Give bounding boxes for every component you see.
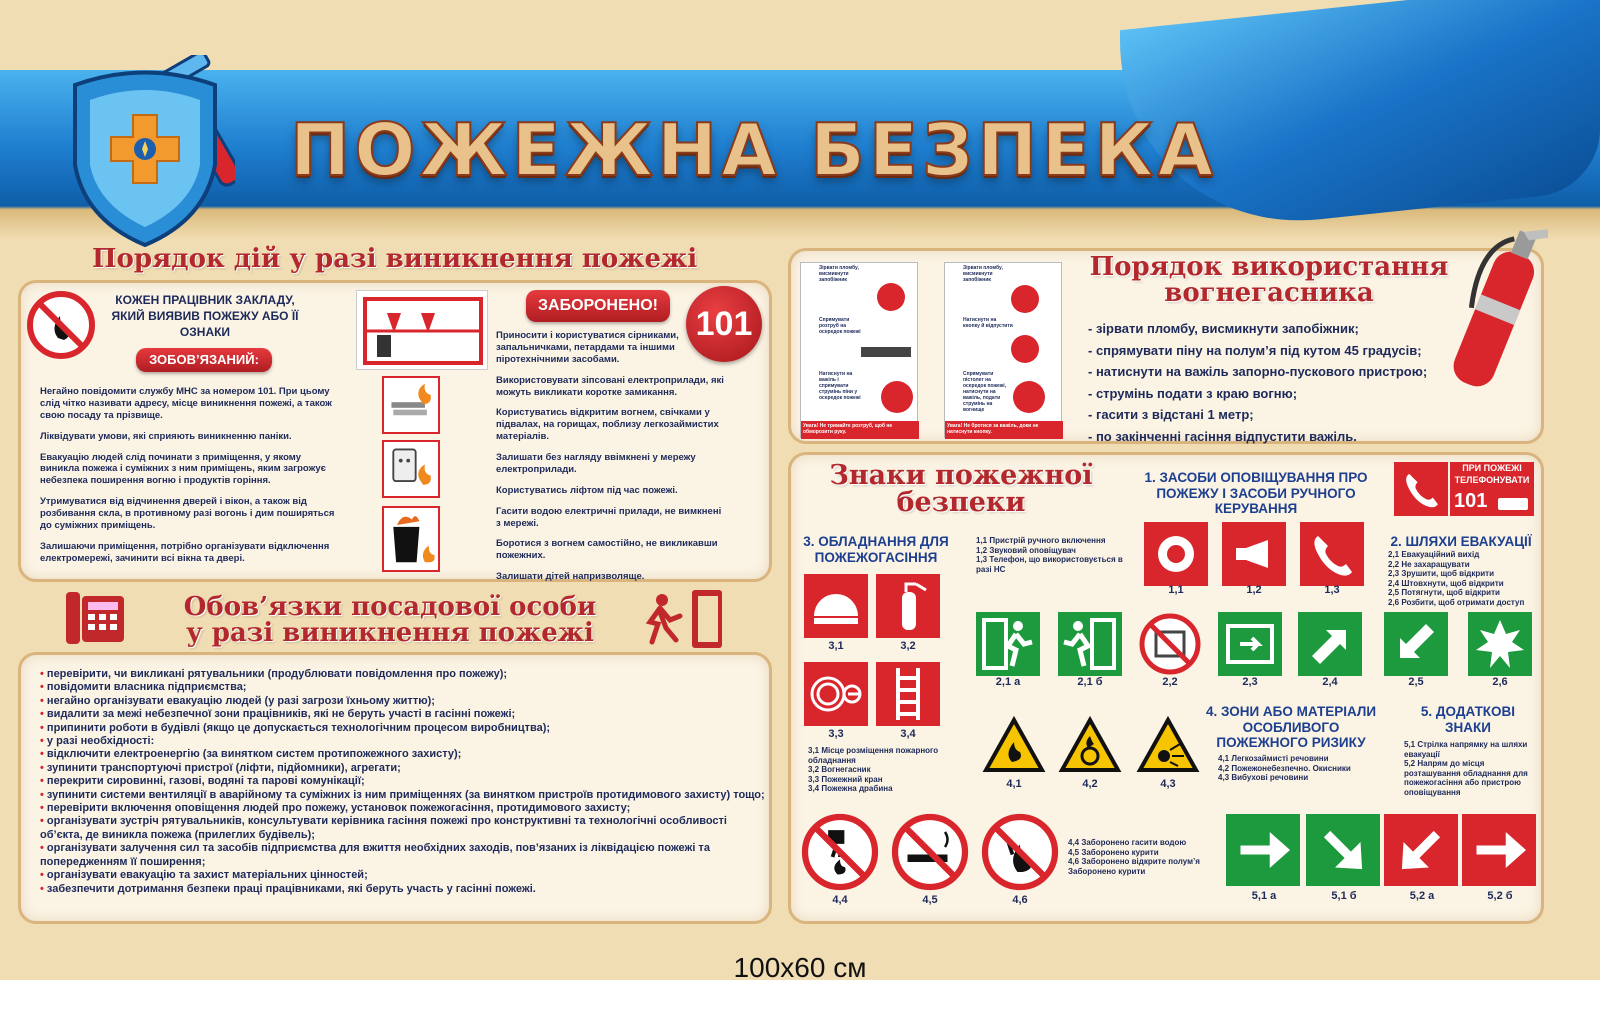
fire-ladder-icon [876, 662, 940, 726]
manual-alarm-icon [1144, 522, 1208, 586]
duties-list [40, 668, 770, 896]
no-water-extinguish-icon [800, 812, 880, 892]
group3-legend [808, 746, 958, 794]
slide-to-open-icon [1218, 612, 1282, 676]
section-extinguisher-title [1084, 254, 1454, 306]
arrow-right-green-icon [1226, 814, 1300, 886]
duty-item: • у разі необхідності: [40, 735, 770, 748]
trash-fire-icon [382, 506, 440, 572]
legend-line: 4,1 Легкозаймисті речовини [1218, 754, 1329, 763]
sign-code: 4,1 [1006, 778, 1022, 790]
action-item: Залишаючи приміщення, потрібно організувати відключення електромережі, зачинити всі вікна та двері. [40, 540, 330, 564]
legend-line: 4,2 Пожежонебезпечно. Окисники [1218, 763, 1351, 773]
prohibited-item: Гасити водою електричні прилади, не вимкнені з мережі. [496, 505, 722, 529]
sign-code: 4,6 [1012, 894, 1028, 906]
extinguisher-step: - гасити з відстані 1 метр; [1088, 407, 1254, 422]
sign-code: 2,1 а [995, 676, 1021, 688]
sign-code: 4,5 [922, 894, 938, 906]
group3-title: 3. ОБЛАДНАННЯ ДЛЯ ПОЖЕЖОГАСІННЯ [803, 534, 949, 565]
group2-title: 2. ШЛЯХИ ЕВАКУАЦІЇ [1390, 534, 1532, 549]
exit-left-icon [976, 612, 1040, 676]
prohibited-item: Боротися з вогнем самостійно, не викликавши пожежних. [496, 538, 718, 562]
duty-item: • забезпечити дотримання безпеки праці працівниками, які беруть участь у гасінні пожежі. [40, 883, 770, 896]
sign-code: 5,2 а [1409, 890, 1435, 902]
duty-item: • відключити електроенергію (за винятком систем протипожежного захисту); [40, 748, 770, 761]
legend-line: 2,1 Евакуаційний вихід [1388, 550, 1480, 559]
sign-code: 5,1 а [1251, 890, 1277, 902]
duty-item: • організувати евакуацію та захист матеріальних цінностей; [40, 869, 770, 882]
legend-line: 2,6 Розбити, щоб отримати доступ [1388, 597, 1525, 607]
picture-warning: Увага! Не тримайте розтруб, щоб не обморозити руку. [801, 421, 919, 439]
sign-code: 2,4 [1322, 676, 1338, 688]
sign-code: 3,2 [900, 640, 916, 652]
flammable-warning-icon [982, 714, 1046, 778]
socket-fire-icon [382, 440, 440, 498]
sign-code: 2,3 [1242, 676, 1258, 688]
size-caption: 100х60 см [733, 952, 867, 983]
duty-item: • перевірити включення оповіщення людей про пожежу, установок пожежогасіння, протидимового захисту; [40, 802, 770, 815]
sign-code: 3,4 [900, 728, 916, 740]
picture-warning: Увага! Не бротися за важіль, доки не натиснути кнопку. [945, 421, 1063, 439]
title-line: вогнегасника [1164, 278, 1374, 308]
running-exit-icon [636, 588, 726, 650]
group5-title: 5. ДОДАТКОВІ ЗНАКИ [1420, 704, 1516, 735]
fire-hose-icon [804, 662, 868, 726]
fire-shield-illustration [356, 290, 488, 370]
extinguisher-steps-list [1088, 318, 1427, 447]
sign-code: 3,1 [828, 640, 844, 652]
do-not-obstruct-icon [1138, 612, 1202, 676]
duty-item: • негайно організувати евакуацію людей (у разі загрози їхньому життю); [40, 695, 770, 708]
arrow-down-right-green-icon [1306, 814, 1380, 886]
sign-code: 4,4 [832, 894, 848, 906]
picture-step-text: Натиснути на важіль і спрямувати струмінь піни у осередок пожежі [819, 371, 861, 401]
call-phone-icon [1394, 462, 1448, 516]
co2-extinguisher-steps-picture [800, 262, 918, 438]
duty-item: • повідомити власника підприємства; [40, 681, 770, 694]
duty-item: • організувати зустріч рятувальників, консультувати керівника гасіння пожежі про конструктивні та технологічні особливості об’єкта, де виникла пожежа (прилеглих будівель); [40, 815, 770, 842]
legend-line: 3,3 Пожежний кран [808, 774, 883, 784]
emergency-number-badge: 101 [686, 286, 762, 362]
sign-code: 1,1 [1168, 584, 1184, 596]
prohibited-item: Користуватись відкритим вогнем, свічками у підвалах, на горищах, поблизу легкозаймистих матеріалів. [496, 407, 719, 443]
sign-code: 1,3 [1324, 584, 1340, 596]
sign-code: 1,2 [1246, 584, 1262, 596]
prohibited-item: Приносити і користуватися сірниками, запальничками, петардами та іншими піротехнічними засобами. [496, 330, 679, 365]
call-number: 101 [1454, 490, 1488, 512]
extinguisher-step: - по закінченні гасіння відпустити важіль. [1088, 428, 1357, 444]
legend-line: 3,1 Місце розміщення пожарного обладнання [808, 746, 939, 765]
picture-step-text: Зірвати пломбу, висмикнути запобіжник [819, 265, 859, 283]
sign-code: 2,5 [1408, 676, 1424, 688]
flammable-items-icon [382, 376, 440, 434]
duty-item: • припинити роботи в будівлі (якщо це допускається технологічним процесом виробництва); [40, 722, 770, 735]
duty-item: • перевірити, чи викликані рятувальники (продублювати повідомлення про пожежу); [40, 668, 770, 681]
pull-to-open-icon [1384, 612, 1448, 676]
prohibited-item: Використовувати зіпсовані електроприлади, які можуть викликати коротке замикання. [496, 374, 724, 398]
legend-line: 4,4 Заборонено гасити водою [1068, 838, 1187, 847]
section-signs-title [806, 462, 1116, 516]
worker-intro: КОЖЕН ПРАЦІВНИК ЗАКЛАДУ, ЯКИЙ ВИЯВИВ ПОЖЕЖУ АБО ЇЇ ОЗНАКИ [111, 293, 299, 340]
action-item: Ліквідувати умови, які сприяють виникненню паніки. [40, 430, 292, 442]
picture-step-text: Натиснути на кнопку й відпустити [963, 317, 1013, 329]
action-item: Негайно повідомити службу МНС за номером 101. При цьому слід чітко називати адресу, місце виникнення пожежі, а також свою посаду та прізвище. [40, 386, 332, 421]
sign-code: 2,1 б [1077, 676, 1103, 688]
prohibited-item: Залишати дітей напризволяще. [496, 571, 645, 583]
title-line: безпеки [896, 487, 1026, 518]
legend-line: 1,2 Звуковий оповіщувач [976, 545, 1076, 555]
group4-legend [1218, 754, 1388, 783]
exit-right-icon [1058, 612, 1122, 676]
call-text-line: ПРИ ПОЖЕЖІ [1462, 463, 1522, 473]
legend-line: 2,3 Зрушити, щоб відкрити [1388, 569, 1495, 579]
picture-step-text: Спрямувати пістолет на осередок пожежі, натиснути на важіль, подати струмінь на вогнище [963, 371, 1007, 413]
group4-title: 4. ЗОНИ АБО МАТЕРІАЛИ ОСОБЛИВОГО ПОЖЕЖНОГО РИЗИКУ [1205, 704, 1377, 751]
sound-alarm-icon [1222, 522, 1286, 586]
legend-line: 3,4 Пожежна драбина [808, 784, 893, 794]
legend-line: 5,2 Напрям до місця розташування обладнання для пожежогасіння або пристрою оповіщування [1404, 759, 1528, 797]
sign-code: 5,1 б [1331, 890, 1357, 902]
arrow-down-left-red-icon [1384, 814, 1458, 886]
extinguisher-step: - натиснути на важіль запорно-пускового пристрою; [1088, 364, 1428, 379]
emergency-service-emblem [55, 55, 235, 250]
fire-truck-icon [1498, 498, 1528, 510]
legend-line: 4,6 Заборонено відкрите полум’я Заборонено курити [1068, 857, 1200, 876]
legend-line: 2,4 Штовхнути, щоб відкрити [1388, 578, 1504, 588]
duty-item: • зупинити транспортуючі пристрої (ліфти, підйомники), агрегати; [40, 762, 770, 775]
legend-line: 3,2 Вогнегасник [808, 765, 871, 775]
extinguisher-sign-icon [876, 574, 940, 638]
extinguisher-step: - спрямувати піну на полум’я під кутом 45 градусів; [1088, 342, 1422, 358]
emergency-phone-icon [1300, 522, 1364, 586]
sign-code: 4,3 [1160, 778, 1176, 790]
title-line: Порядок використання [1089, 252, 1449, 282]
duty-item: • видалити за межі небезпечної зони працівників, які не беруть участі в гасінні пожежі; [40, 708, 770, 721]
picture-step-text: Зірвати пломбу, висмикнути запобіжник [963, 265, 1003, 283]
prohibited-item: Користуватись ліфтом під час пожежі. [496, 484, 678, 496]
action-item: Утримуватися від відчинення дверей і вікон, а також від розбивання скла, в противному разі вогонь і дим поширяться до суміжних приміщень. [40, 496, 335, 531]
sign-code: 5,2 б [1487, 890, 1513, 902]
explosive-warning-icon [1136, 714, 1200, 778]
foam-extinguisher-steps-picture [944, 262, 1062, 438]
phone-icon [64, 588, 128, 648]
duty-item: • організувати залучення сил та засобів підприємства для вжиття необхідних заходів, пов’язаних із ліквідацією пожежі та попередженням її поширення; [40, 842, 770, 869]
prohibited-item: Залишати без нагляду ввімкнені у мережу електроприлади. [496, 452, 696, 475]
section-fire-actions-title: Порядок дій у разі виникнення пожежі [92, 244, 698, 274]
group1-title: 1. ЗАСОБИ ОПОВІЩУВАННЯ ПРО ПОЖЕЖУ І ЗАСОБИ РУЧНОГО КЕРУВАННЯ [1144, 470, 1368, 517]
fire-equipment-location-icon [804, 574, 868, 638]
sign-code: 2,6 [1492, 676, 1508, 688]
no-open-flame-icon [26, 290, 96, 360]
poster-title: ПОЖЕЖНА БЕЗПЕКА [290, 108, 1218, 192]
actions-list [40, 386, 340, 574]
group5-legend [1404, 740, 1540, 798]
extinguisher-step: - струмінь подати з краю вогню; [1088, 385, 1298, 401]
duty-item: • зупинити системи вентиляції в аварійному та суміжних із ним приміщеннях (за винятком пристроїв протидимового захисту) тощо; [40, 789, 770, 802]
break-to-access-icon [1468, 612, 1532, 676]
obliged-badge: ЗОБОВ’ЯЗАНИЙ: [136, 348, 272, 372]
sign-code: 2,2 [1162, 676, 1178, 688]
prohibited-list [496, 330, 726, 592]
title-line: у разі виникнення пожежі [186, 618, 594, 648]
section-official-duties-title [130, 594, 650, 646]
group1-legend [976, 536, 1126, 574]
arrow-right-red-icon [1462, 814, 1536, 886]
fire-extinguisher-icon [1452, 206, 1548, 396]
no-smoking-icon [890, 812, 970, 892]
title-line: Обов’язки посадової особи [183, 592, 597, 622]
legend-line: 5,1 Стрілка напрямку на шляхи евакуації [1404, 740, 1528, 759]
legend-line: 2,2 Не захаращувати [1388, 559, 1470, 569]
push-to-open-icon [1298, 612, 1362, 676]
call-text-line: ТЕЛЕФОНУВАТИ [1454, 475, 1530, 485]
duty-item: • перекрити сировинні, газові, водяні та парові комунікації; [40, 775, 770, 788]
group4-legend-prohibitions [1068, 838, 1218, 876]
group2-legend [1388, 550, 1538, 608]
oxidizer-warning-icon [1058, 714, 1122, 778]
sign-code: 3,3 [828, 728, 844, 740]
legend-line: 2,5 Потягнути, щоб відкрити [1388, 588, 1500, 598]
forbidden-badge: ЗАБОРОНЕНО! [526, 290, 670, 322]
call-101-box [1450, 462, 1534, 516]
legend-line: 1,1 Пристрій ручного включення [976, 536, 1106, 545]
extinguisher-step: - зірвати пломбу, висмикнути запобіжник; [1088, 321, 1359, 336]
picture-step-text: Спрямувати розтруб на осередок пожежі [819, 317, 861, 335]
action-item: Евакуацію людей слід починати з приміщення, у якому виникла пожежа і суміжних з ним приміщень, яким загрожує небезпека поширення вогню і продуктів горіння. [40, 451, 326, 487]
sign-code: 4,2 [1082, 778, 1098, 790]
title-line: Знаки пожежної [829, 460, 1093, 491]
legend-line: 4,3 Вибухові речовини [1218, 773, 1309, 783]
legend-line: 4,5 Заборонено курити [1068, 847, 1159, 857]
no-open-fire-icon [980, 812, 1060, 892]
legend-line: 1,3 Телефон, що використовується в разі НС [976, 555, 1123, 574]
